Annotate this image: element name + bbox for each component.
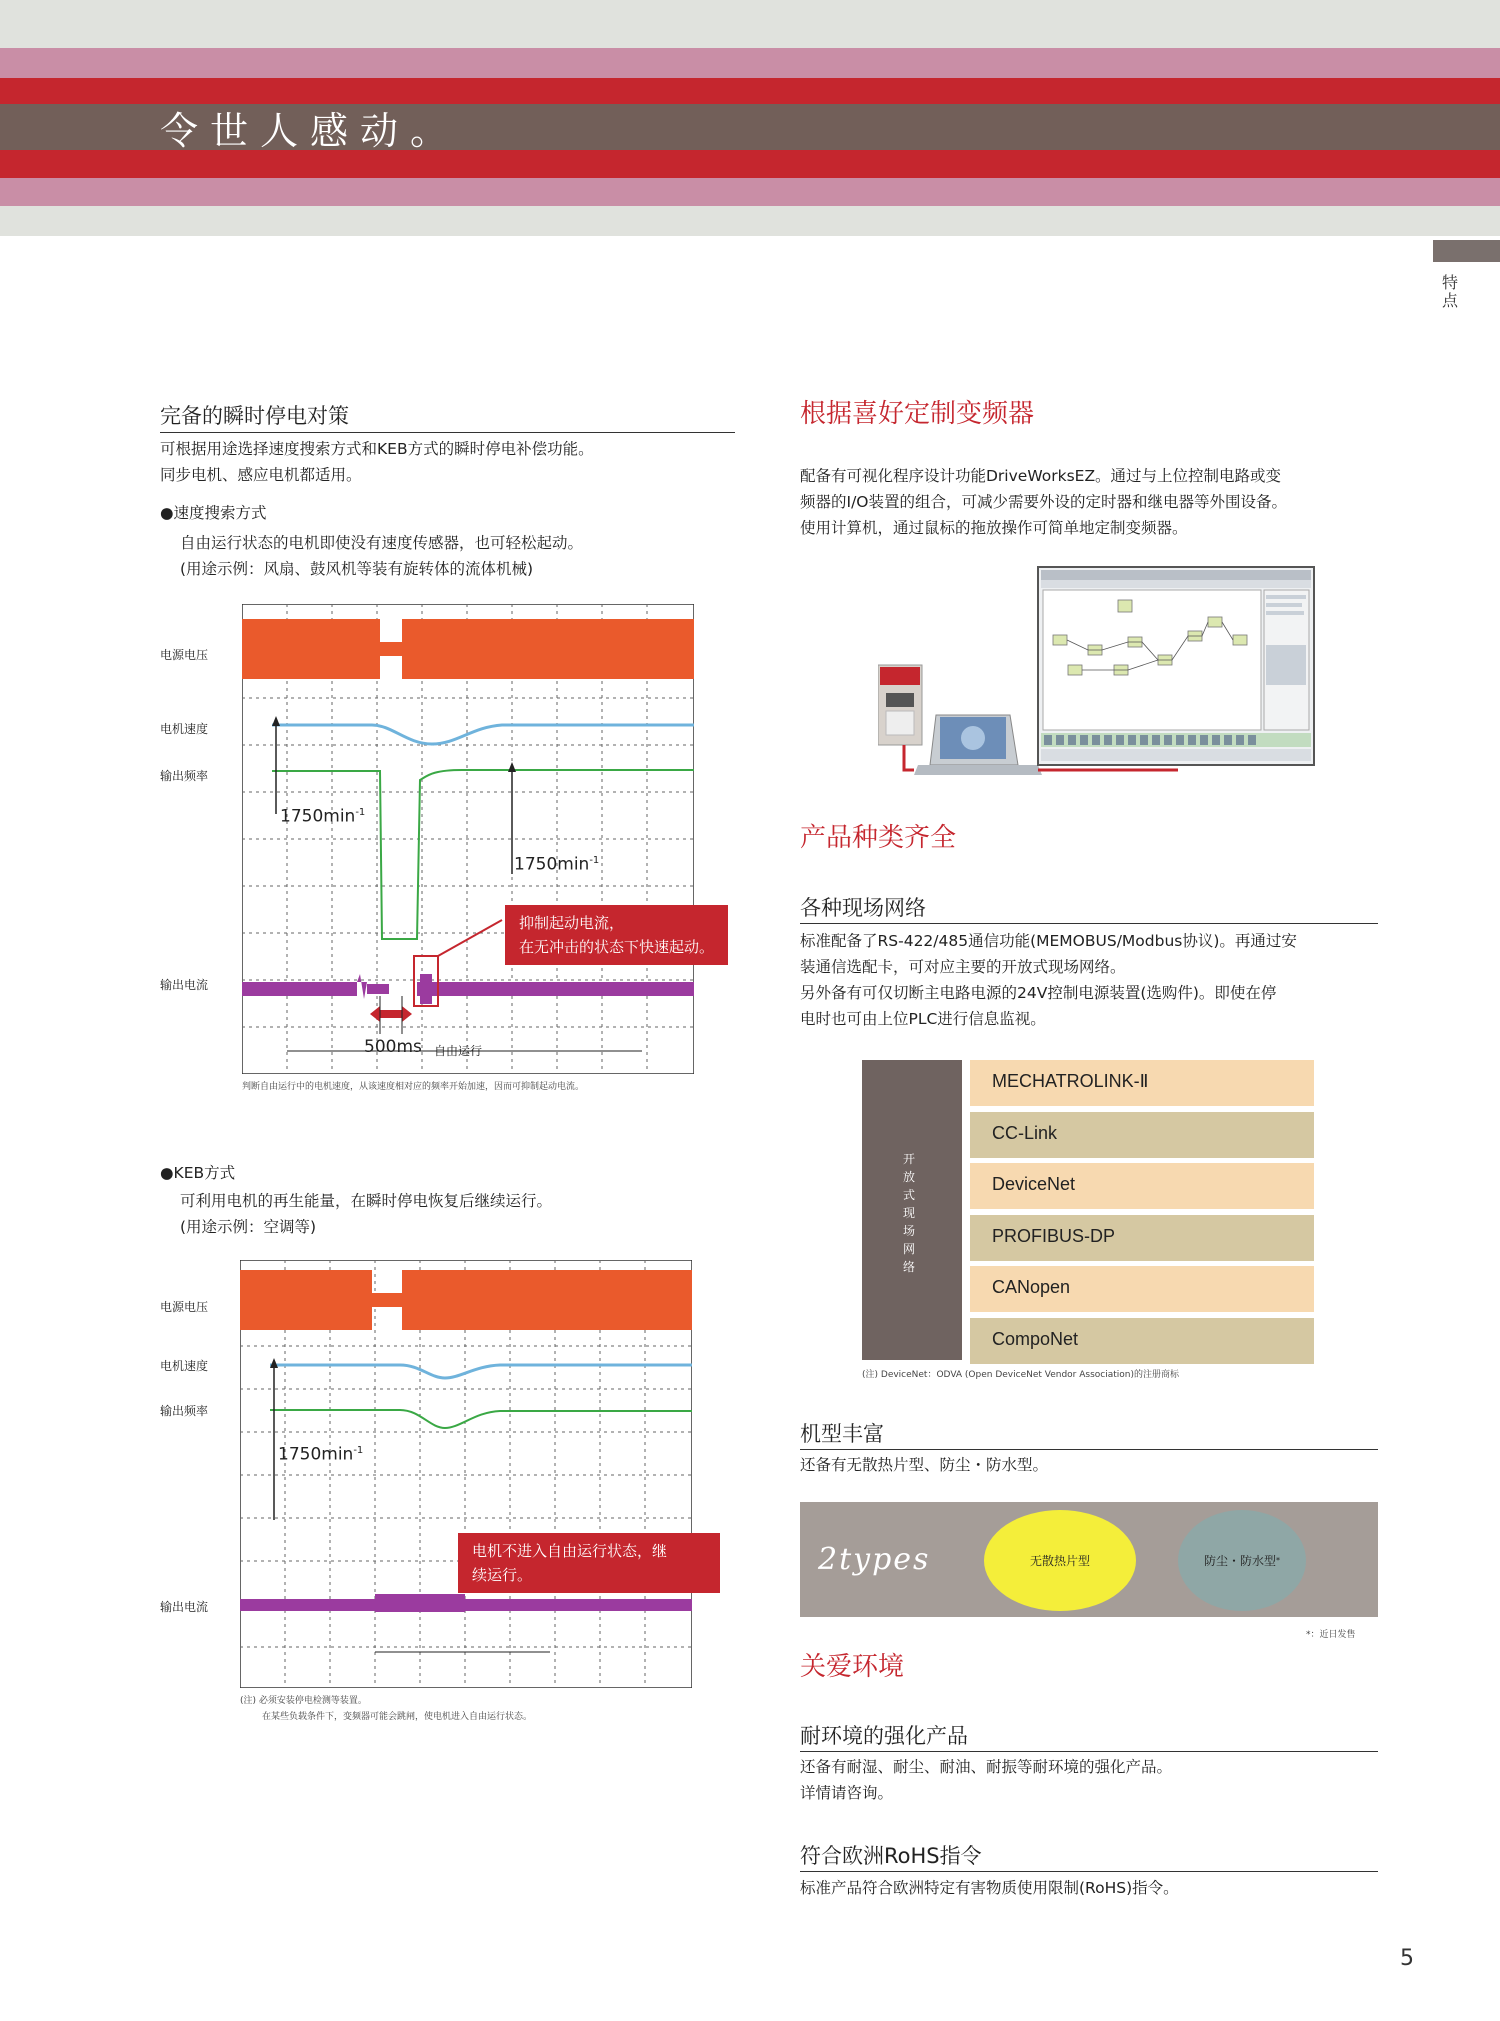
heading-rule (800, 1871, 1378, 1872)
speed-search-desc-2: (用途示例：风扇、鼓风机等装有旋转体的流体机械) (180, 560, 534, 578)
chart2-voltage-label: 电源电压 (160, 1300, 209, 1314)
fieldbus-item: MECHATROLINK-Ⅱ (970, 1060, 1314, 1106)
chart2-speed-label: 电机速度 (160, 1359, 209, 1373)
chart1-free-run-label: 自由运行 (434, 1044, 483, 1058)
callout-line: 在无冲击的状态下快速起动。 (519, 938, 715, 956)
chart2-rpm-label: $1750\min^{-1}$ (278, 1444, 364, 1465)
chart1-voltage-trace (242, 619, 694, 679)
keb-desc-2: (用途示例：空调等) (180, 1218, 317, 1236)
chart1-current-label: 输出电流 (160, 978, 209, 992)
rohs-heading: 符合欧洲RoHS指令 (800, 1844, 982, 1868)
chart2-voltage-trace (240, 1270, 692, 1330)
chart1-rpm-label-1: $1750\min^{-1}$ (280, 806, 366, 827)
dustproof-type-badge (1178, 1510, 1306, 1611)
chart1-freq-label: 输出频率 (160, 769, 209, 783)
dustproof-type-label: 防尘・防水型 (1203, 1554, 1276, 1568)
heading-rule (800, 1449, 1378, 1450)
heading-rule (800, 1751, 1378, 1752)
chart1-speed-label: 电机速度 (160, 722, 209, 736)
rohs-text: 标准产品符合欧洲特定有害物质使用限制(RoHS)指令。 (800, 1879, 1179, 1897)
robust-products-text-2: 详情请咨询。 (800, 1784, 894, 1802)
banner-top-band (0, 0, 1500, 48)
speed-search-desc-1: 自由运行状态的电机即使没有速度传感器，也可轻松起动。 (180, 534, 584, 552)
devicenet-trademark-note: (注) DeviceNet：ODVA (Open DeviceNet Vendor Association)的注册商标 (862, 1370, 1179, 1380)
finless-type-badge (984, 1510, 1136, 1611)
page-number: 5 (1400, 1946, 1414, 1971)
power-loss-heading: 完备的瞬时停电对策 (160, 404, 349, 428)
fieldbus-heading: 各种现场网络 (800, 896, 926, 920)
speed-search-callout (505, 905, 728, 965)
keb-note-2: 在某些负载条件下，变频器可能会跳闸，使电机进入自由运行状态。 (262, 1712, 533, 1722)
banner-bottom-band (0, 206, 1500, 236)
footnote-mark: * (1276, 1556, 1280, 1565)
drive-works-illustration (878, 565, 1318, 784)
banner-title: 令世人感动。 (160, 109, 461, 153)
custom-drive-text-1: 配备有可视化程序设计功能DriveWorksEZ。通过与上位控制电路或变 (800, 467, 1282, 485)
coming-soon-footnote: *：近日发售 (1306, 1630, 1356, 1640)
power-loss-intro-1: 可根据用途选择速度搜索方式和KEB方式的瞬时停电补偿功能。 (160, 440, 594, 458)
keb-note-1: (注) 必须安装停电检测等装置。 (240, 1696, 367, 1706)
product-range-heading: 产品种类齐全 (800, 823, 957, 853)
section-tab-marker (1433, 240, 1500, 262)
fieldbus-item: CC-Link (970, 1112, 1314, 1158)
finless-type-label: 无散热片型 (1029, 1554, 1090, 1568)
fieldbus-side-label: 开放式现场网络 (902, 1152, 915, 1274)
keb-callout (458, 1533, 720, 1593)
banner-pink-stripe (0, 48, 1500, 78)
models-heading: 机型丰富 (800, 1422, 884, 1446)
robust-products-text-1: 还备有耐湿、耐尘、耐油、耐振等耐环境的强化产品。 (800, 1758, 1173, 1776)
chart2-freq-label: 输出频率 (160, 1404, 209, 1418)
fieldbus-text-4: 电时也可由上位PLC进行信息监视。 (800, 1010, 1046, 1028)
keb-desc-1: 可利用电机的再生能量，在瞬时停电恢复后继续运行。 (180, 1192, 553, 1210)
types-label: 2types (818, 1542, 931, 1577)
custom-drive-text-2: 频器的I/O装置的组合，可减少需要外设的定时器和继电器等外围设备。 (800, 493, 1287, 511)
speed-search-title: ●速度搜索方式 (160, 504, 267, 522)
robust-products-heading: 耐环境的强化产品 (800, 1724, 968, 1748)
callout-line: 抑制起动电流， (519, 914, 625, 932)
power-loss-intro-2: 同步电机、感应电机都适用。 (160, 466, 362, 484)
fieldbus-text-1: 标准配备了RS-422/485通信功能(MEMOBUS/Modbus协议)。再通过安 (800, 932, 1297, 950)
custom-drive-text-3: 使用计算机，通过鼠标的拖放操作可简单地定制变频器。 (800, 519, 1188, 537)
chart1-500ms-label: 500ms (364, 1037, 422, 1057)
fieldbus-text-2: 装通信选配卡，可对应主要的开放式现场网络。 (800, 958, 1126, 976)
chart2-current-label: 输出电流 (160, 1600, 209, 1614)
fieldbus-item: CompoNet (970, 1318, 1314, 1364)
chart1-voltage-label: 电源电压 (160, 648, 209, 662)
speed-search-caption: 判断自由运行中的电机速度，从该速度相对应的频率开始加速，因而可抑制起动电流。 (242, 1082, 585, 1092)
keb-waveform-chart (240, 1260, 692, 1688)
environment-heading: 关爱环境 (800, 1652, 905, 1682)
callout-line: 电机不进入自由运行状态，继 (472, 1542, 668, 1560)
speed-search-waveform-chart (242, 604, 694, 1074)
callout-line: 续运行。 (472, 1566, 533, 1584)
models-text: 还备有无散热片型、防尘・防水型。 (800, 1456, 1049, 1474)
fieldbus-text-3: 另外备有可仅切断主电路电源的24V控制电源装置(选购件)。即使在停 (800, 984, 1277, 1002)
heading-rule (160, 432, 735, 433)
custom-drive-heading: 根据喜好定制变频器 (800, 399, 1035, 429)
chart1-rpm-label-2: $1750\min^{-1}$ (514, 854, 600, 875)
fieldbus-item: DeviceNet (970, 1163, 1314, 1209)
heading-rule (800, 923, 1378, 924)
banner-pink-stripe (0, 178, 1500, 206)
section-side-label: 特点 (1442, 273, 1459, 310)
fieldbus-item: PROFIBUS-DP (970, 1215, 1314, 1261)
fieldbus-item: CANopen (970, 1266, 1314, 1312)
keb-title: ●KEB方式 (160, 1164, 236, 1182)
